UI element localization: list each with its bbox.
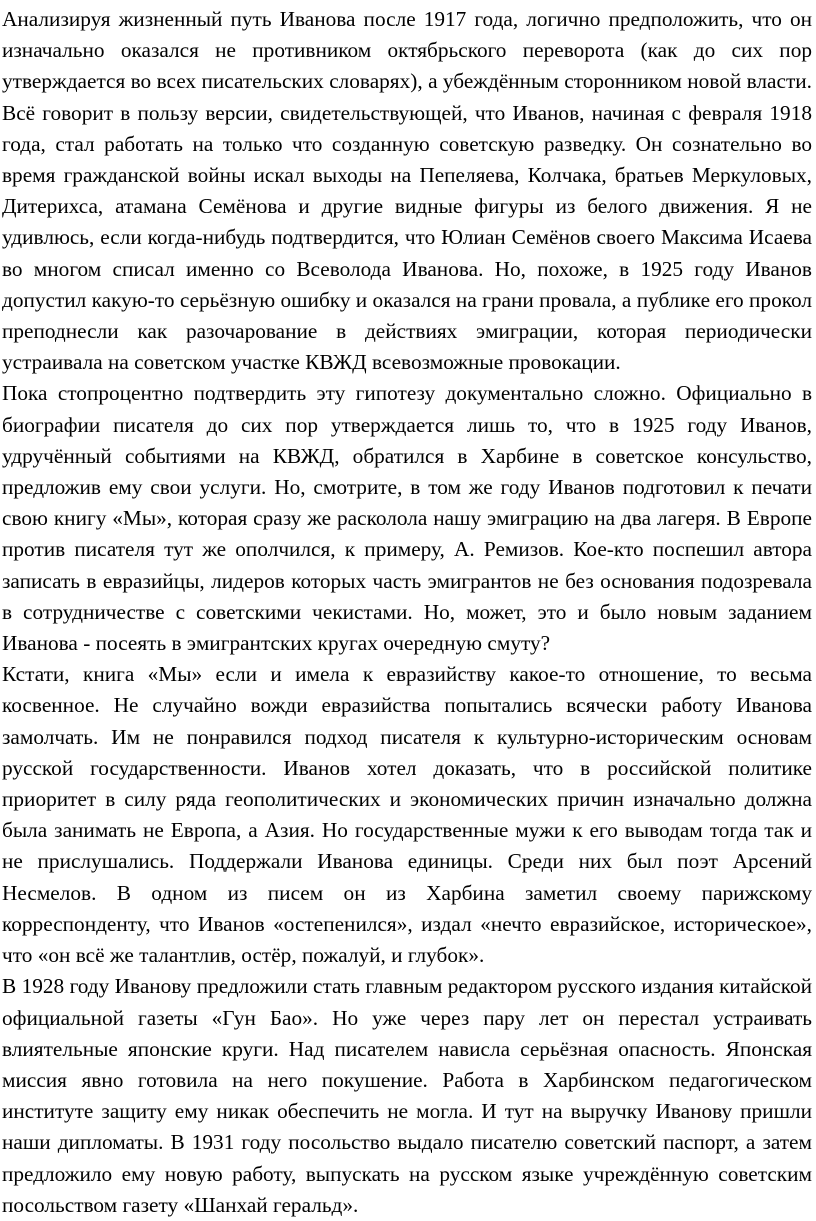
paragraph-1: Анализируя жизненный путь Иванова после 1917 года, логично предположить, что он изначально оказался не противником октябрьского переворота (как до сих пор утверждается во всех писательских словарях), а убеждённым сторонником новой власти. Всё говорит в пользу версии, свидетельствующей, что Иванов, начиная с февраля 1918 года, стал работать на только что созданную советскую разведку. Он сознательно во время гражданской войны искал выходы на Пепеляева, Колчака, братьев Меркуловых, Дитерихса, атамана Семёнова и другие видные фигуры из белого движения. Я не удивлюсь, если когда-нибудь подтвердится, что Юлиан Семёнов своего Максима Исаева во многом списал именно со Всеволода Иванова. Но, похоже, в 1925 году Иванов допустил какую-то серьёзную ошибку и оказался на грани провала, а публике его прокол преподнесли как разочарование в действиях эмиграции, которая периодически устраивала на советском участке КВЖД всевозможные провокации. bbox=[2, 7, 812, 375]
paragraph-2: Пока стопроцентно подтвердить эту гипотезу документально сложно. Официально в биографии писателя до сих пор утверждается лишь то, что в 1925 году Иванов, удручённый событиями на КВЖД, обратился в Харбине в советское консульство, предложив ему свои услуги. Но, смотрите, в том же году Иванов подготовил к печати свою книгу «Мы», которая сразу же расколола нашу эмиграцию на два лагеря. В Европе против писателя тут же ополчился, к примеру, А. Ремизов. Кое-кто поспешил автора записать в евразийцы, лидеров которых часть эмигрантов не без основания подозревала в сотрудничестве с советскими чекистами. Но, может, это и было новым заданием Иванова - посеять в эмигрантских кругах очередную смуту? bbox=[2, 381, 812, 656]
paragraph-3: Кстати, книга «Мы» если и имела к евразийству какое-то отношение, то весьма косвенное. Не случайно вожди евразийства попытались всячески работу Иванова замолчать. Им не понравился подход писателя к культурно-историческим основам русской государственности. Иванов хотел доказать, что в российской политике приоритет в силу ряда геополитических и экономических причин изначально должна была занимать не Европа, а Азия. Но государственные мужи к его выводам тогда так и не прислушались. Поддержали Иванова единицы. Среди них был поэт Арсений Несмелов. В одном из писем он из Харбина заметил своему парижскому корреспонденту, что Иванов «остепенился», издал «нечто евразийское, историческое», что «он всё же талантлив, остёр, пожалуй, и глубок». bbox=[2, 662, 812, 968]
paragraph-4: В 1928 году Иванову предложили стать главным редактором русского издания китайской официальной газеты «Гун Бао». Но уже через пару лет он перестал устраивать влиятельные японские круги. Над писателем нависла серьёзная опасность. Японская миссия явно готовила на него покушение. Работа в Харбинском педагогическом институте защиту ему никак обеспечить не могла. И тут на выручку Иванову пришли наши дипломаты. В 1931 году посольство выдало писателю советский паспорт, а затем предложило ему новую работу, выпускать на русском языке учреждённую советским посольством газету «Шанхай геральд». bbox=[2, 974, 812, 1217]
